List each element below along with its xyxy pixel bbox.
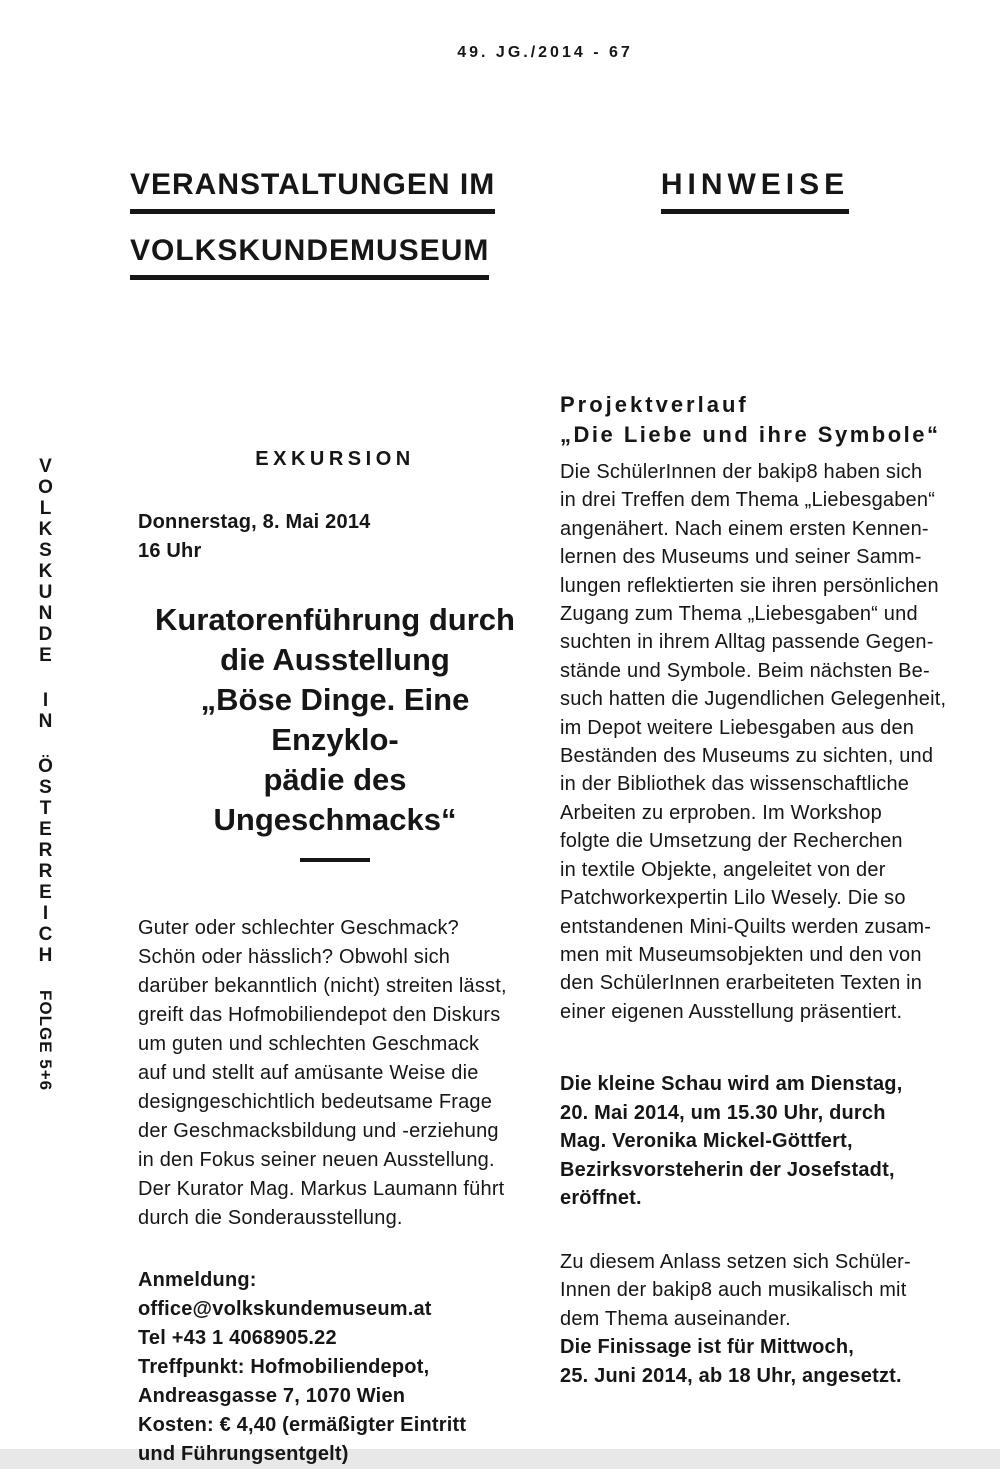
text-line: Arbeiten zu erproben. Im Workshop <box>560 801 882 824</box>
section-heading-hinweise <box>560 168 950 214</box>
spine-sidebar <box>36 456 55 1091</box>
text-line: in drei Treffen dem Thema „Liebesgaben“ <box>560 489 936 512</box>
text-line: und Führungsentgelt) <box>138 1443 349 1465</box>
text-line: Tel +43 1 4068905.22 <box>138 1327 337 1349</box>
music-note <box>560 1248 960 1334</box>
issue-number-header: 49. JG./2014 - 67 <box>457 44 633 61</box>
text-line: in den Fokus seiner neuen Ausstellung. <box>138 1149 495 1171</box>
opening-announcement <box>560 1070 960 1213</box>
text-line: einer eigenen Ausstellung präsentiert. <box>560 1000 903 1023</box>
event-description <box>138 914 532 1233</box>
section-label-exkursion: EXKURSION <box>255 448 415 470</box>
text-line: die Ausstellung <box>220 642 450 677</box>
text-line: Die SchülerInnen der bakip8 haben sich <box>560 461 923 483</box>
heading-volkskundemuseum: VOLKSKUNDEMUSEUM <box>130 234 489 280</box>
text-line: 25. Juni 2014, ab 18 Uhr, angesetzt. <box>560 1364 902 1387</box>
text-line: lungen reflektierten sie ihren persönlichen <box>560 574 939 597</box>
left-column <box>138 446 532 1469</box>
heading-row <box>130 234 495 280</box>
text-line: in der Bibliothek das wissenschaftliche <box>560 773 910 796</box>
text-line: Treffpunkt: Hofmobiliendepot, <box>138 1356 430 1378</box>
text-line: durch die Sonderausstellung. <box>138 1207 403 1229</box>
text-line: pädie des Ungeschmacks“ <box>213 762 457 837</box>
text-line: Zugang zum Thema „Liebesgaben“ und <box>560 603 918 626</box>
text-line: 20. Mai 2014, um 15.30 Uhr, durch <box>560 1101 886 1124</box>
text-line: such hatten die Jugendlichen Gelegenheit, <box>560 688 947 711</box>
text-line: greift das Hofmobiliendepot den Diskurs <box>138 1004 501 1026</box>
text-line: in textile Objekte, angeleitet von der <box>560 858 886 881</box>
text-line: suchten in ihrem Alltag passende Gegen- <box>560 631 934 654</box>
heading-veranstaltungen-im: VERANSTALTUNGEN IM <box>130 168 495 214</box>
event-datetime <box>138 508 532 566</box>
text-line: eröffnet. <box>560 1187 642 1210</box>
text-line: Donnerstag, 8. Mai 2014 <box>138 511 371 533</box>
finissage-announcement <box>560 1333 960 1390</box>
spine-text-folge: FOLGE 5+6 <box>36 990 55 1092</box>
heading-row <box>130 168 495 214</box>
section-heading-veranstaltungen <box>130 168 495 280</box>
text-line: Anmeldung: <box>138 1269 257 1291</box>
project-subtitle: „Die Liebe und ihre Symbole“ <box>560 422 941 447</box>
right-column <box>560 390 960 1390</box>
project-title: Projektverlauf <box>560 392 749 417</box>
text-line: Beständen des Museums zu sichten, und <box>560 745 934 768</box>
text-line: Mag. Veronika Mickel-Göttfert, <box>560 1130 853 1153</box>
text-line: Guter oder schlechter Geschmack? <box>138 917 459 939</box>
text-line: Der Kurator Mag. Markus Laumann führt <box>138 1178 505 1200</box>
text-line: Patchworkexpertin Lilo Wesely. Die so <box>560 887 906 910</box>
spine-text-volkskunde: VOLKSKUNDE <box>35 456 56 666</box>
text-line: lernen des Museums und seiner Samm- <box>560 546 922 569</box>
text-line: Andreasgasse 7, 1070 Wien <box>138 1385 406 1407</box>
text-line: entstandenen Mini-Quilts werden zusam- <box>560 915 932 938</box>
heading-hinweise: HINWEISE <box>661 168 849 214</box>
text-line: Kosten: € 4,40 (ermäßigter Eintritt <box>138 1414 467 1436</box>
text-line: 16 Uhr <box>138 540 202 562</box>
text-line: um guten und schlechten Geschmack <box>138 1033 480 1055</box>
spine-text-in: IN <box>35 690 56 732</box>
text-line: angenähert. Nach einem ersten Kennen- <box>560 517 929 540</box>
text-line: Die kleine Schau wird am Dienstag, <box>560 1073 903 1096</box>
text-line: der Geschmacksbildung und -erziehung <box>138 1120 499 1142</box>
text-line: Bezirksvorsteherin der Josefstadt, <box>560 1158 895 1181</box>
text-line: designgeschichtlich bedeutsame Frage <box>138 1091 493 1113</box>
text-line: folgte die Umsetzung der Recherchen <box>560 830 903 853</box>
text-line: men mit Museumsobjekten und den von <box>560 943 922 966</box>
registration-info <box>138 1266 532 1469</box>
text-line: Innen der bakip8 auch musikalisch mit <box>560 1279 907 1302</box>
event-title <box>138 600 532 840</box>
text-line: Kuratorenführung durch <box>155 602 515 637</box>
text-line: den SchülerInnen erarbeiteten Texten in <box>560 972 923 995</box>
text-line: Schön oder hässlich? Obwohl sich <box>138 946 451 968</box>
text-line: office@volkskundemuseum.at <box>138 1298 432 1320</box>
text-line: stände und Symbole. Beim nächsten Be- <box>560 659 930 682</box>
text-line: auf und stellt auf amüsante Weise die <box>138 1062 479 1084</box>
text-line: „Böse Dinge. Eine Enzyklo- <box>200 682 470 757</box>
divider-rule <box>300 858 370 862</box>
project-description <box>560 458 960 1026</box>
spine-text-oesterreich: ÖSTERREICH <box>35 756 56 966</box>
text-line: darüber bekanntlich (nicht) streiten lässt, <box>138 975 507 997</box>
text-line: im Depot weitere Liebesgaben aus den <box>560 716 915 739</box>
text-line: Die Finissage ist für Mittwoch, <box>560 1336 855 1359</box>
text-line: dem Thema auseinander. <box>560 1307 791 1330</box>
text-line: Zu diesem Anlass setzen sich Schüler- <box>560 1250 911 1273</box>
